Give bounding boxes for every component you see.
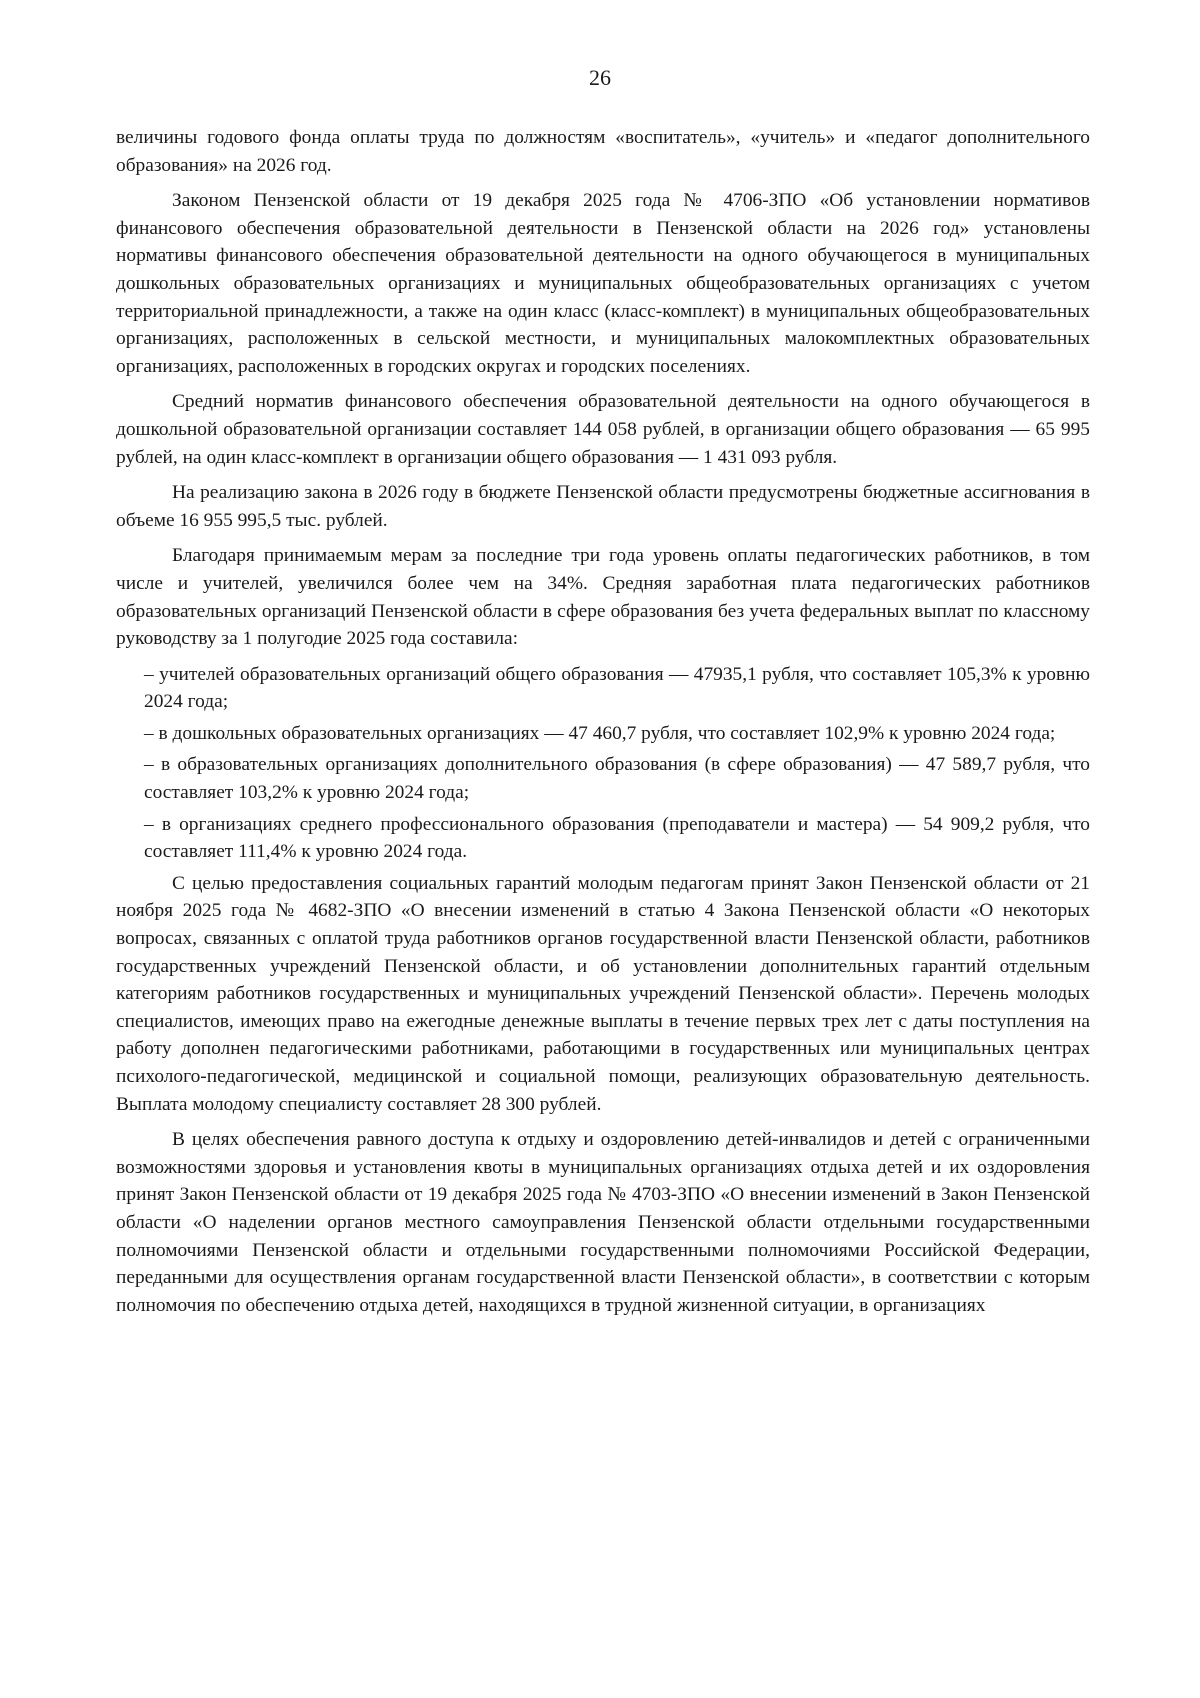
paragraph-salary-growth: Благодаря принимаемым мерам за последние три года уровень оплаты педагогических работников, в том числе и учителей, увеличился более чем на 34%. Средняя заработная плата педагогических работников образовательных организаций Пензенской области в сфере образования без учета федеральных выплат по классному руководству за 1 полугодие 2025 года составила: xyxy=(116,545,1090,650)
list-item-preschool: – в дошкольных образовательных организациях — 47 460,7 рубля, что составляет 102,9% к уровню 2024 года; xyxy=(144,722,1056,744)
paragraph-children-recreation: В целях обеспечения равного доступа к отдыху и оздоровлению детей-инвалидов и детей с ограниченными возможностями здоровья и установления квоты в муниципальных организациях отдыха детей и их оздоровления принят Закон Пензенской области от 19 декабря 2025 года № 4703-ЗПО «О внесении изменений в Закон Пензенской области «О наделении органов местного самоуправления Пензенской области отдельными государственными полномочиями Пензенской области и отдельными государственными полномочиями Российской Федерации, переданными для осуществления органам государственной власти Пензенской области», в соответствии с которым полномочия по обеспечению отдыха детей, находящихся в трудной жизненной ситуации, в организациях xyxy=(116,1129,1090,1316)
list-item-teachers: – учителей образовательных организаций общего образования — 47935,1 рубля, что составляет 105,3% к уровню 2024 года; xyxy=(144,663,1090,713)
document-body xyxy=(116,124,1090,1327)
list-item-vocational: – в организациях среднего профессионального образования (преподаватели и мастера) — 54 909,2 рубля, что составляет 111,4% к уровню 2024 года. xyxy=(144,813,1090,863)
page-number: 26 xyxy=(589,65,611,90)
paragraph-young-teachers: С целью предоставления социальных гарантий молодым педагогам принят Закон Пензенской области от 21 ноября 2025 года № 4682-ЗПО «О внесении изменений в статью 4 Закона Пензенской области «О некоторых вопросах, связанных с оплатой труда работников органов государственной власти Пензенской области, работников государственных учреждений Пензенской области, и об установлении дополнительных гарантий отдельным категориям работников государственных и муниципальных учреждений Пензенской области». Перечень молодых специалистов, имеющих право на ежегодные денежные выплаты в течение первых трех лет с даты поступления на работу дополнен педагогическими работниками, работающими в государственных или муниципальных центрах психолого-педагогической, медицинской и социальной помощи, реализующих образовательную деятельность. Выплата молодому специалисту составляет 28 300 рублей. xyxy=(116,872,1090,1115)
paragraph-law-4706: Законом Пензенской области от 19 декабря 2025 года № 4706-ЗПО «Об установлении нормативов финансового обеспечения образовательной деятельности в Пензенской области на 2026 год» установлены нормативы финансового обеспечения образовательной деятельности на одного обучающегося в муниципальных дошкольных образовательных организациях и муниципальных общеобразовательных организациях с учетом территориальной принадлежности, а также на один класс (класс-комплект) в муниципальных общеобразовательных организациях, расположенных в сельской местности, и муниципальных малокомплектных образовательных организациях, расположенных в городских округах и городских поселениях. xyxy=(116,190,1090,377)
list-item-additional-education: – в образовательных организациях дополнительного образования (в сфере образования) — 47 589,7 рубля, что составляет 103,2% к уровню 2024 года; xyxy=(144,754,1090,804)
paragraph-continuation: величины годового фонда оплаты труда по должностям «воспитатель», «учитель» и «педагог дополнительного образования» на 2026 год. xyxy=(116,127,1090,176)
paragraph-average-norm: Средний норматив финансового обеспечения образовательной деятельности на одного обучающегося в дошкольной образовательной организации составляет 144 058 рублей, в организации общего образования — 65 995 рублей, на один класс-комплект в организации общего образования — 1 431 093 рубля. xyxy=(116,391,1090,468)
paragraph-budget-allocation: На реализацию закона в 2026 году в бюджете Пензенской области предусмотрены бюджетные ассигнования в объеме 16 955 995,5 тыс. рублей. xyxy=(116,482,1090,531)
